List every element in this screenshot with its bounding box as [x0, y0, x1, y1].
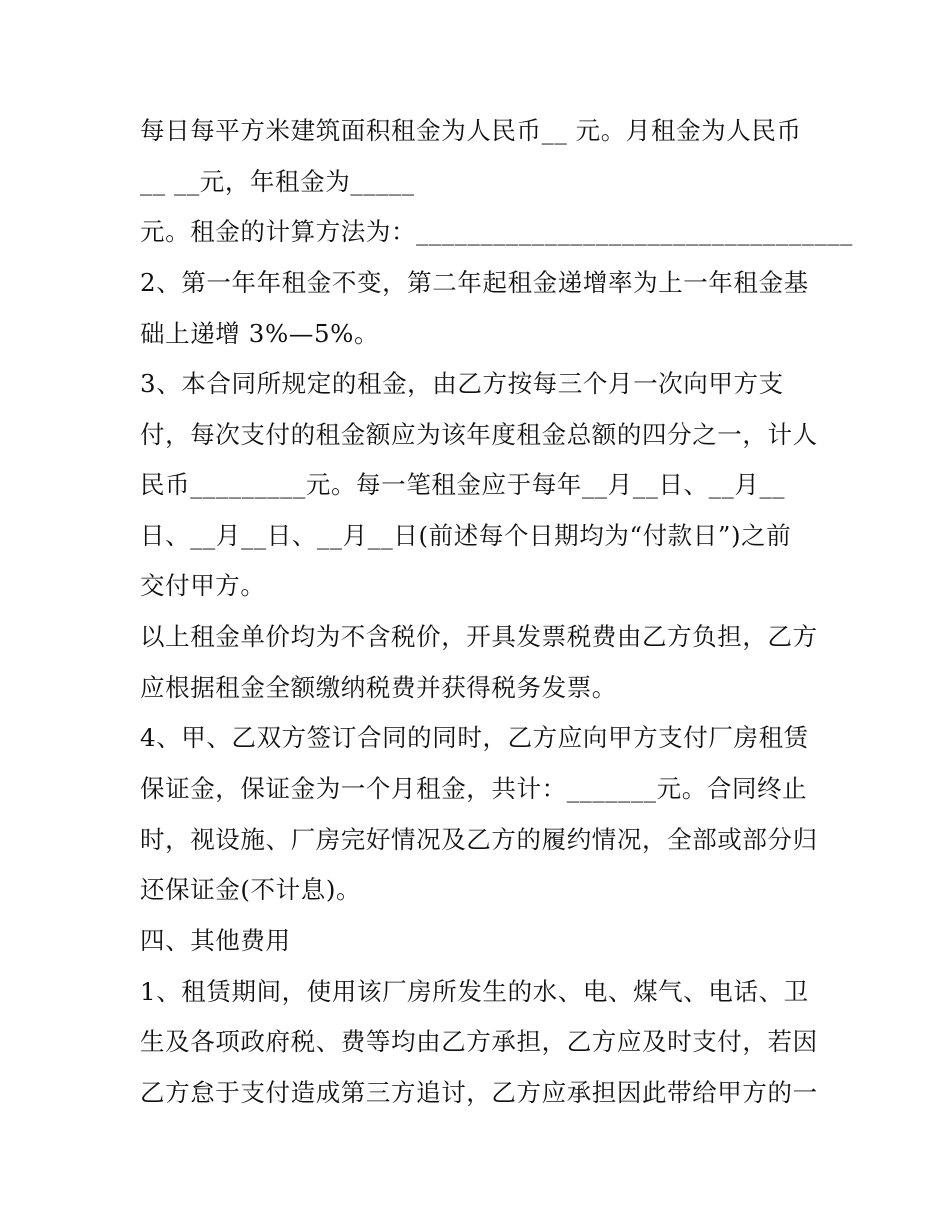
text-line: 4、甲、乙双方签订合同的同时，乙方应向甲方支付厂房租赁	[140, 723, 809, 752]
text-line: 3、本合同所规定的租金，由乙方按每三个月一次向甲方支	[140, 369, 784, 398]
text-line: 乙方怠于支付造成第三方追讨，乙方应承担因此带给甲方的一	[140, 1078, 818, 1107]
text-line: 日、__月__日、__月__日(前述每个日期均为“付款日”)之前	[140, 521, 792, 550]
text-line: 交付甲方。	[140, 571, 266, 600]
text-line: 保证金，保证金为一个月租金，共计：_______元。合同终止	[140, 774, 808, 803]
text-line: 2、第一年年租金不变，第二年起租金递增率为上一年租金基	[140, 268, 809, 297]
text-line: 以上租金单价均为不含税价，开具发票税费由乙方负担，乙方	[140, 622, 818, 651]
text-line: 四、其他费用	[140, 926, 291, 955]
text-line: __ __元，年租金为_____	[140, 167, 415, 196]
text-line: 民币_________元。每一笔租金应于每年__月__日、__月__	[140, 470, 786, 499]
text-line: 还保证金(不计息)。	[140, 875, 362, 904]
text-line: 付，每次支付的租金额应为该年度租金总额的四分之一，计人	[140, 420, 818, 449]
text-line: 每日每平方米建筑面积租金为人民币__ 元。月租金为人民币	[140, 116, 802, 145]
text-line: 生及各项政府税、费等均由乙方承担，乙方应及时支付，若因	[140, 1027, 818, 1056]
text-line: 应根据租金全额缴纳税费并获得税务发票。	[140, 673, 617, 702]
text-line: 时，视设施、厂房完好情况及乙方的履约情况，全部或部分归	[140, 825, 818, 854]
text-line: 1、租赁期间，使用该厂房所发生的水、电、煤气、电话、卫	[140, 977, 809, 1006]
text-line: 元。租金的计算方法为：__________________________________	[140, 217, 853, 246]
text-line: 础上递增 3%—5%。	[140, 319, 380, 348]
